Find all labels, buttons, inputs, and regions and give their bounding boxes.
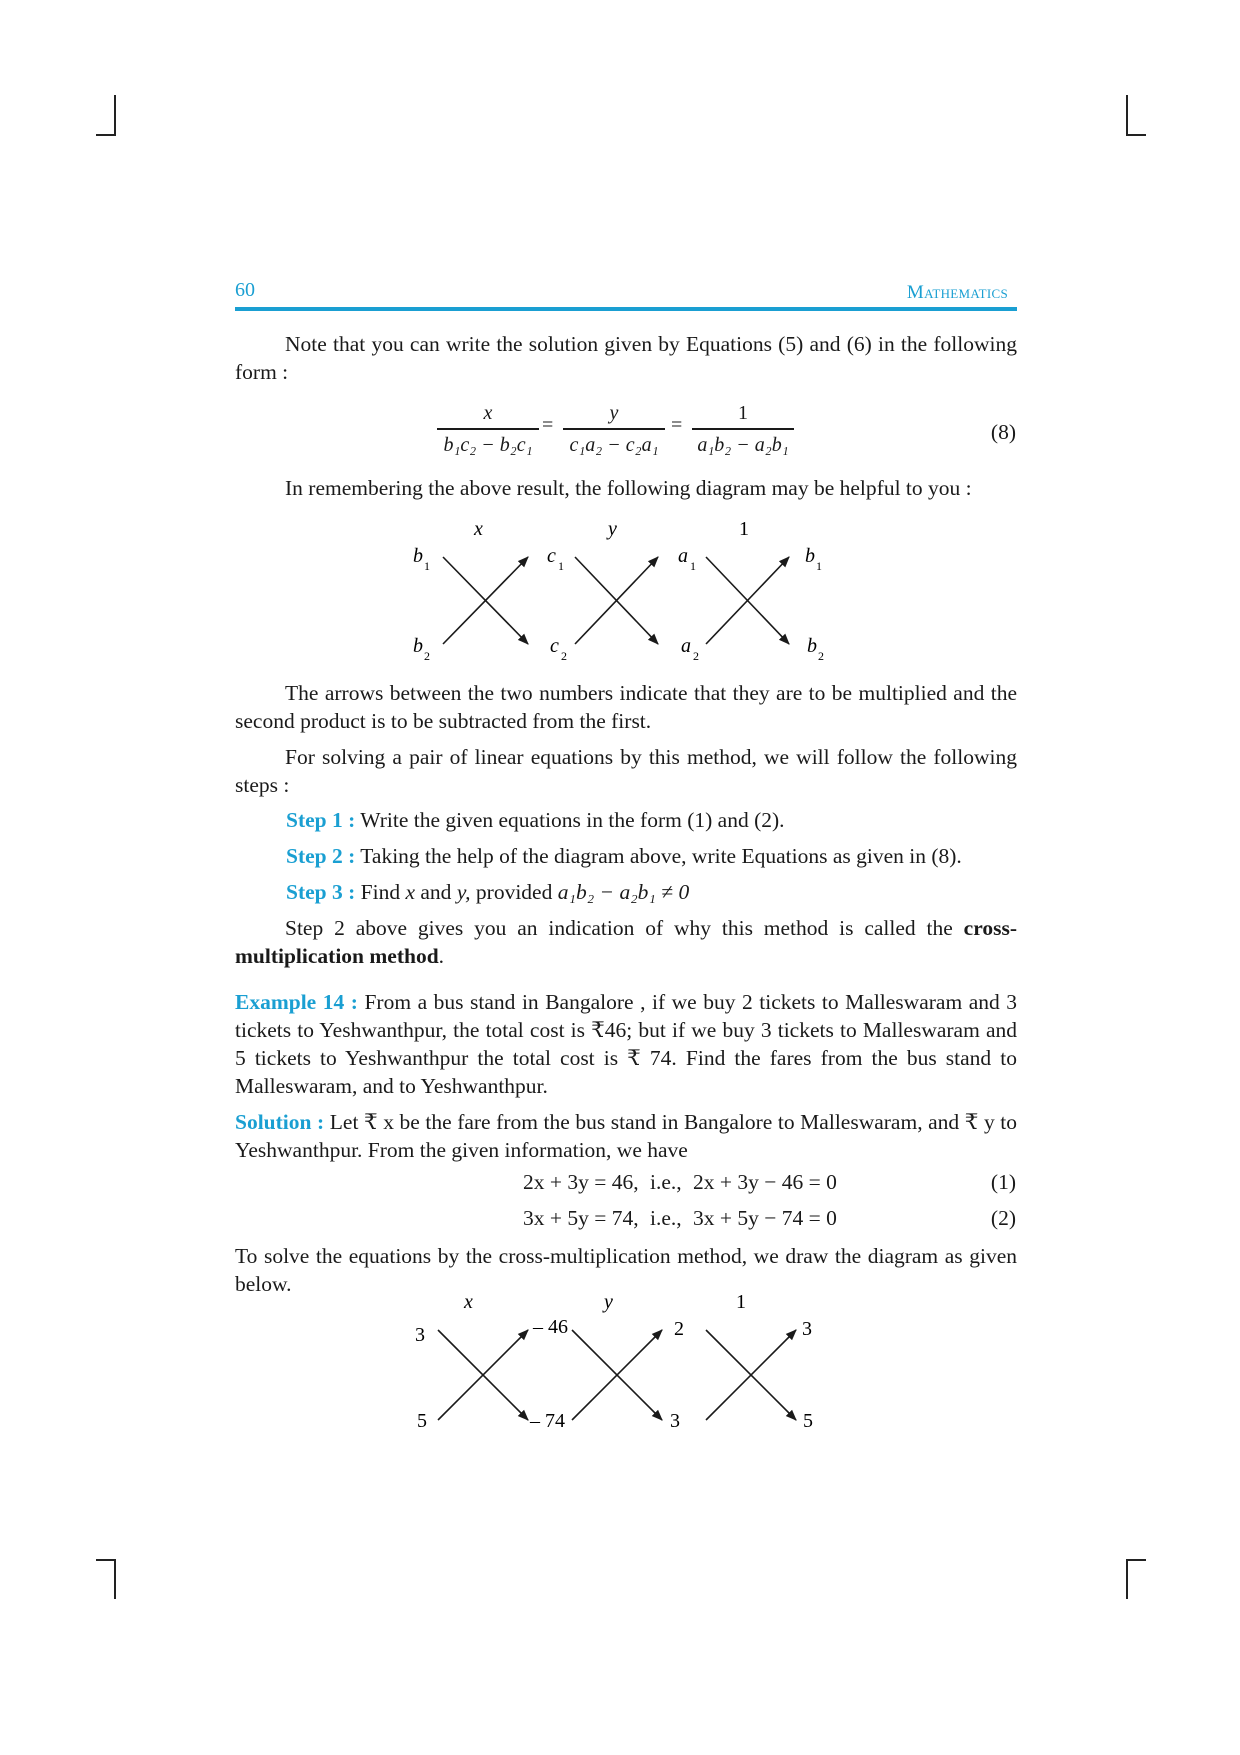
coefficient: 3: [802, 1318, 812, 1340]
term-b: b: [805, 545, 815, 567]
equation-1-ie: i.e.,: [650, 1170, 682, 1194]
diagram-label-y: y: [608, 518, 617, 540]
fraction-one: [692, 398, 794, 460]
coefficient: 5: [803, 1410, 813, 1432]
crop-mark-top-left-v: [114, 95, 116, 135]
fraction-x-numerator: x: [483, 402, 493, 424]
equation-2-rhs: 3x + 5y − 74 = 0: [693, 1206, 837, 1230]
page-number: 60: [235, 279, 255, 301]
equation-2-lhs: 3x + 5y = 74,: [523, 1206, 639, 1230]
crop-mark-top-right-v: [1126, 95, 1128, 135]
coefficient: 3: [415, 1324, 425, 1346]
subscript: 1: [424, 559, 430, 573]
step-3-text-c: provided: [475, 880, 553, 904]
step-3-text-a: Find: [360, 880, 401, 904]
coefficient: 3: [670, 1410, 680, 1432]
coefficient: 2: [674, 1318, 684, 1340]
intro-paragraph: Note that you can write the solution given by Equations (5) and (6) in the following form :: [235, 332, 1017, 384]
term-c: c: [547, 545, 556, 567]
step-1-text: Write the given equations in the form (1) and (2).: [360, 808, 785, 832]
equation-2-ie: i.e.,: [650, 1206, 682, 1230]
solution-text: Let ₹ x be the fare from the bus stand in Bangalore to Malleswaram, and ₹ y to Yeshwanthpur. From the given information, we have: [235, 1110, 1018, 1162]
running-title: Mathematics: [906, 282, 1008, 303]
fraction-one-numerator: 1: [738, 402, 748, 424]
step-1-label: Step 1 :: [286, 808, 356, 832]
equation-1-lhs: 2x + 3y = 46,: [523, 1170, 639, 1194]
term-a: a: [681, 635, 691, 657]
constant: – 74: [530, 1410, 565, 1432]
diagram-label-one: 1: [739, 518, 749, 540]
cross-multiplication-diagram: [400, 515, 860, 670]
equation-2: [523, 1206, 837, 1231]
subscript: 2: [693, 649, 699, 663]
subscript: 2: [424, 649, 430, 663]
equation-label-1: (1): [990, 1170, 1016, 1194]
step-3-label: Step 3 :: [286, 880, 356, 904]
equation-1-rhs: 2x + 3y − 46 = 0: [693, 1170, 837, 1194]
coefficient: 5: [417, 1410, 427, 1432]
cross-multiplication-diagram-numeric: [400, 1285, 860, 1435]
step-2: [286, 842, 962, 870]
crop-mark-top-right-h: [1126, 134, 1146, 136]
constant: – 46: [533, 1316, 568, 1338]
step-2-text: Taking the help of the diagram above, write Equations as given in (8).: [360, 844, 962, 868]
method-name: cross-multiplication method: [235, 916, 1017, 968]
step-3-var-y: y,: [456, 880, 471, 904]
header-rule: [235, 307, 1017, 311]
equals-sign: =: [671, 414, 683, 436]
step-3-text-b: and: [420, 880, 452, 904]
fraction-y: [563, 398, 665, 460]
example-14: [235, 988, 1017, 1100]
term-c: c: [550, 635, 559, 657]
crop-mark-bottom-right-v: [1126, 1559, 1128, 1599]
diagram2-label-y: y: [604, 1291, 613, 1313]
crop-mark-top-left-h: [96, 134, 116, 136]
step-3-condition: a₁b₂ − a₂b₁ ≠ 0: [557, 880, 690, 904]
steps-intro-paragraph: For solving a pair of linear equations by this method, we will follow the following steps :: [235, 745, 1017, 797]
equation-label-8: (8): [990, 420, 1016, 444]
remember-paragraph: In remembering the above result, the following diagram may be helpful to you :: [285, 476, 972, 500]
step-1: [286, 806, 785, 834]
subscript: 1: [558, 559, 564, 573]
step-3-var-x: x: [405, 880, 416, 904]
subscript: 2: [818, 649, 824, 663]
diagram-label-x: x: [474, 518, 483, 540]
step2-note-paragraph: [235, 914, 1017, 970]
term-b: b: [413, 635, 423, 657]
arrows-paragraph: The arrows between the two numbers indicate that they are to be multiplied and the second product is to be subtracted from the first.: [235, 681, 1017, 733]
subscript: 1: [690, 559, 696, 573]
fraction-one-denominator: a₁b₂ − a₂b₁: [697, 433, 789, 456]
diagram2-label-x: x: [464, 1291, 473, 1313]
step2-note-text: Step 2 above gives you an indication of why this method is called the: [285, 916, 953, 940]
equals-sign: =: [542, 414, 554, 436]
term-b: b: [807, 635, 817, 657]
equation-1: [523, 1170, 837, 1195]
crop-mark-bottom-left-h: [96, 1559, 116, 1561]
step-2-label: Step 2 :: [286, 844, 356, 868]
term-b: b: [413, 545, 423, 567]
diagram2-label-one: 1: [736, 1291, 746, 1313]
solution: [235, 1108, 1017, 1164]
term-a: a: [678, 545, 688, 567]
fraction-x: [437, 398, 539, 460]
equation-label-2: (2): [990, 1206, 1016, 1230]
solution-label: Solution :: [235, 1110, 325, 1134]
step2-note-end: .: [438, 944, 445, 968]
step-3: [286, 878, 689, 906]
subscript: 2: [561, 649, 567, 663]
fraction-y-denominator: c₁a₂ − c₂a₁: [569, 433, 659, 456]
crop-mark-bottom-left-v: [114, 1559, 116, 1599]
solve-paragraph: To solve the equations by the cross-multiplication method, we draw the diagram as given below.: [235, 1244, 1017, 1296]
example-label: Example 14 :: [235, 990, 358, 1014]
fraction-y-numerator: y: [609, 402, 619, 424]
fraction-x-denominator: b₁c₂ − b₂c₁: [443, 433, 533, 456]
example-text: From a bus stand in Bangalore , if we buy 2 tickets to Malleswaram and 3 tickets to Yeshwanthpur, the total cost is ₹46; but if we buy 3 tickets to Malleswaram and 5 tickets to Yeshwanthpur the total cost is ₹ 74. Find the fares from the bus stand to Malleswaram, and to Yeshwanthpur.: [235, 990, 1018, 1098]
subscript: 1: [816, 559, 822, 573]
crop-mark-bottom-right-h: [1126, 1559, 1146, 1561]
